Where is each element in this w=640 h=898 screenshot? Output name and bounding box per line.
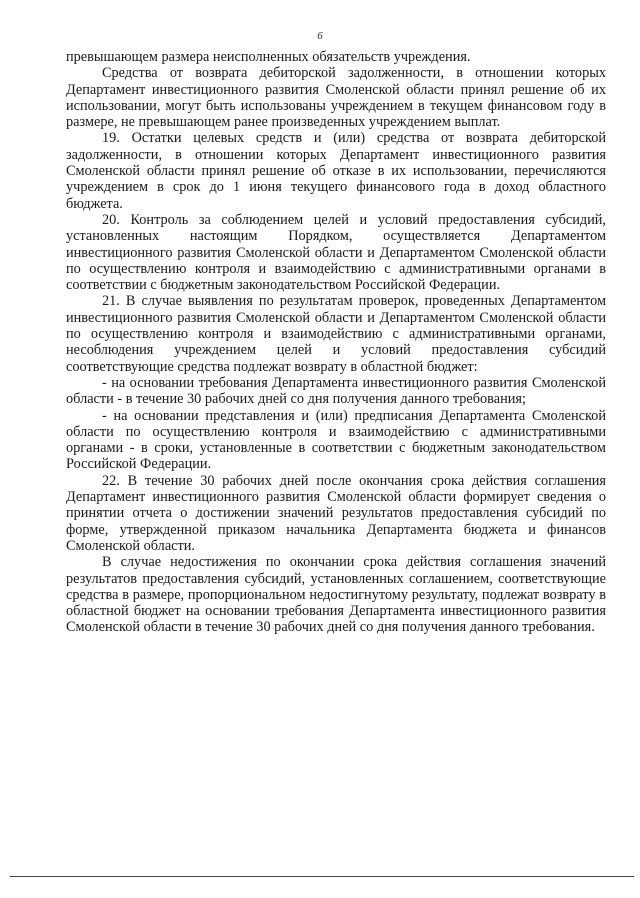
paragraph-clause-21: 21. В случае выявления по результатам проверок, проведенных Департаментом инвестиционного развития Смоленской области и Департаментом Смоленской области по осуществлению контроля и взаимодействию с административными органами, несоблюдения учреждением целей и условий предоставления субсидий соответствующие средства подлежат возврату в областной бюджет:: [66, 293, 606, 375]
paragraph-receivables-use: Средства от возврата дебиторской задолженности, в отношении которых Департамент инвестиционного развития Смоленской области принял решение об их использовании, могут быть использованы учреждением в текущем финансовом году в размере, не превышающем ранее произведенных учреждением выплат.: [66, 65, 606, 131]
list-item-prescription: - на основании представления и (или) предписания Департамента Смоленской области по осуществлению контроля и взаимодействию с административными органами - в сроки, установленные в соответствии с бюджетным законодательством Российской Федерации.: [66, 407, 606, 473]
paragraph-clause-22: 22. В течение 30 рабочих дней после окончания срока действия соглашения Департамент инвестиционного развития Смоленской области формирует сведения о принятии отчета о достижении значений результатов предоставления субсидий по форме, утвержденной приказом начальника Департамента бюджета и финансов Смоленской области.: [66, 472, 606, 554]
document-body: [66, 49, 606, 636]
bottom-divider: [10, 876, 634, 877]
paragraph-non-achievement: В случае недостижения по окончании срока действия соглашения значений результатов предоставления субсидий, установленных соглашением, соответствующие средства в размере, пропорциональном недостигнутому результату, подлежат возврату в областной бюджет на основании требования Департамента инвестиционного развития Смоленской области в течение 30 рабочих дней со дня получения данного требования.: [66, 554, 606, 636]
list-item-requirement: - на основании требования Департамента инвестиционного развития Смоленской области - в течение 30 рабочих дней со дня получения данного требования;: [66, 374, 606, 408]
paragraph-clause-20: 20. Контроль за соблюдением целей и условий предоставления субсидий, установленных настоящим Порядком, осуществляется Департаментом инвестиционного развития Смоленской области и Департаментом Смоленской области по осуществлению контроля и взаимодействию с административными органами в соответствии с бюджетным законодательством Российской Федерации.: [66, 211, 606, 294]
paragraph-continuation: превышающем размера неисполненных обязательств учреждения.: [66, 49, 471, 65]
paragraph-clause-19: 19. Остатки целевых средств и (или) средства от возврата дебиторской задолженности, в отношении которых Департамент инвестиционного развития Смоленской области принял решение об отказе в их использовании, перечисляются учреждением в срок до 1 июня текущего финансового года в доход областного бюджета.: [66, 130, 606, 212]
page-number: 6: [317, 30, 323, 42]
